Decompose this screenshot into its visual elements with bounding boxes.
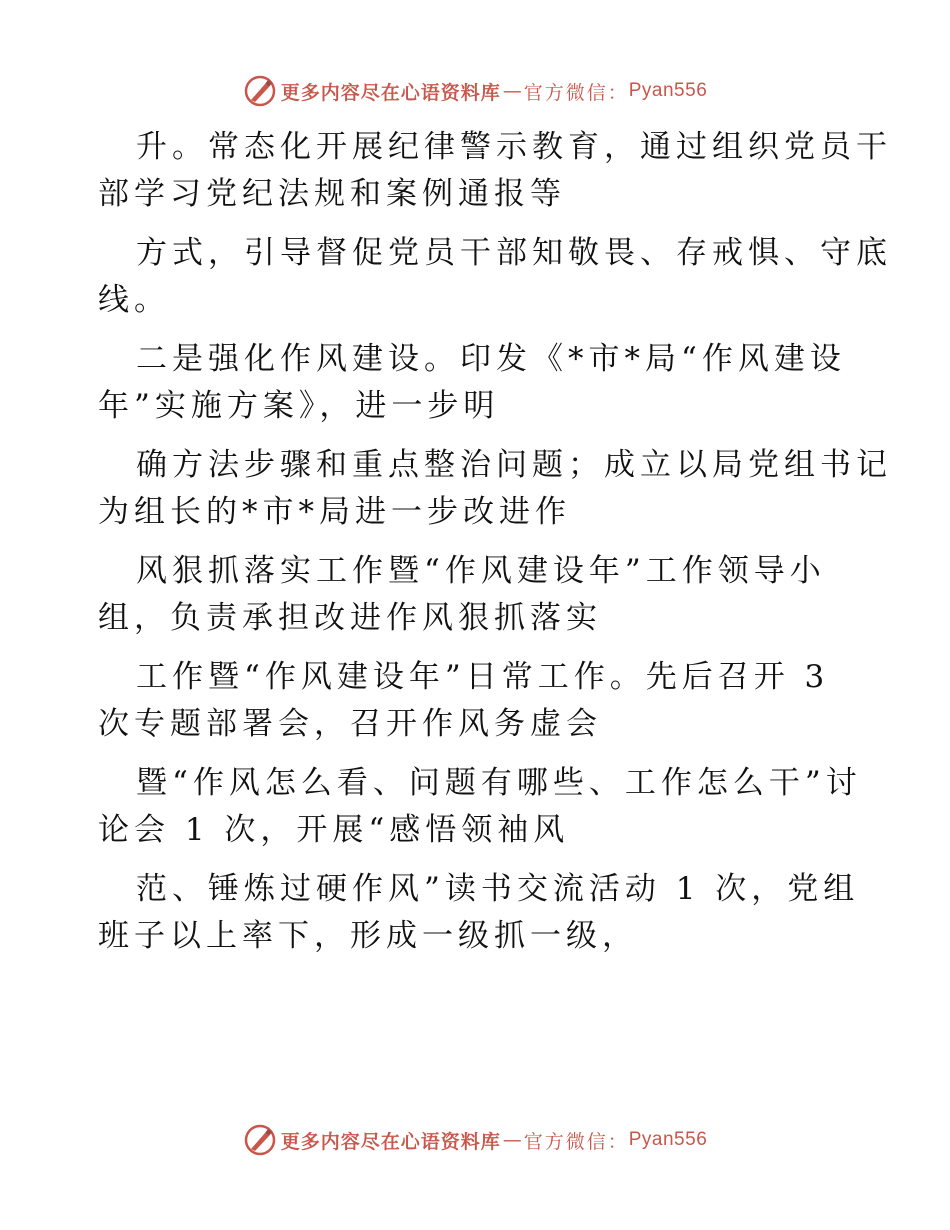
text-line: 班子以上率下，形成一级抓一级， bbox=[98, 918, 638, 954]
text-line: 范、锤炼过硬作风”读书交流活动 1 次，党组 bbox=[136, 871, 860, 907]
watermark-separator: — bbox=[502, 80, 522, 102]
text-line: 年”实施方案》，进一步明 bbox=[98, 388, 500, 424]
footer-watermark bbox=[0, 1120, 950, 1160]
watermark-wechat-id: Pyan556 bbox=[628, 80, 708, 101]
text-line: 升。常态化开展纪律警示教育，通过组织党员干 bbox=[136, 129, 892, 165]
text-line: 方式，引导督促党员干部知敬畏、存戒惧、守底 bbox=[136, 235, 892, 271]
text-line: 部学习党纪法规和案例通报等 bbox=[98, 176, 566, 212]
text-line: 线。 bbox=[98, 282, 170, 318]
watermark-label: 官方微信： bbox=[523, 1130, 629, 1153]
watermark-wechat-id: Pyan556 bbox=[628, 1129, 708, 1150]
text-line: 工作暨“作风建设年”日常工作。先后召开 3 bbox=[136, 659, 830, 695]
header-watermark bbox=[0, 71, 950, 111]
text-line: 为组长的*市*局进一步改进作 bbox=[98, 494, 571, 530]
text-line: 风狠抓落实工作暨“作风建设年”工作领导小 bbox=[136, 553, 826, 589]
pen-logo-icon bbox=[243, 1123, 277, 1157]
watermark-separator: — bbox=[502, 1129, 522, 1151]
text-line: 二是强化作风建设。印发《*市*局“作风建设 bbox=[136, 341, 846, 377]
document-body bbox=[98, 124, 892, 960]
watermark-brand: 更多内容尽在心语资料库 bbox=[280, 81, 501, 104]
text-line: 组，负责承担改进作风狠抓落实 bbox=[98, 600, 602, 636]
watermark-label: 官方微信： bbox=[523, 81, 629, 104]
watermark-brand: 更多内容尽在心语资料库 bbox=[280, 1130, 501, 1153]
text-line: 次专题部署会，召开作风务虚会 bbox=[98, 706, 602, 742]
text-line: 暨“作风怎么看、问题有哪些、工作怎么干”讨 bbox=[136, 765, 862, 801]
text-line: 论会 1 次，开展“感悟领袖风 bbox=[98, 812, 570, 848]
text-line: 确方法步骤和重点整治问题；成立以局党组书记 bbox=[136, 447, 892, 483]
pen-logo-icon bbox=[243, 74, 277, 108]
